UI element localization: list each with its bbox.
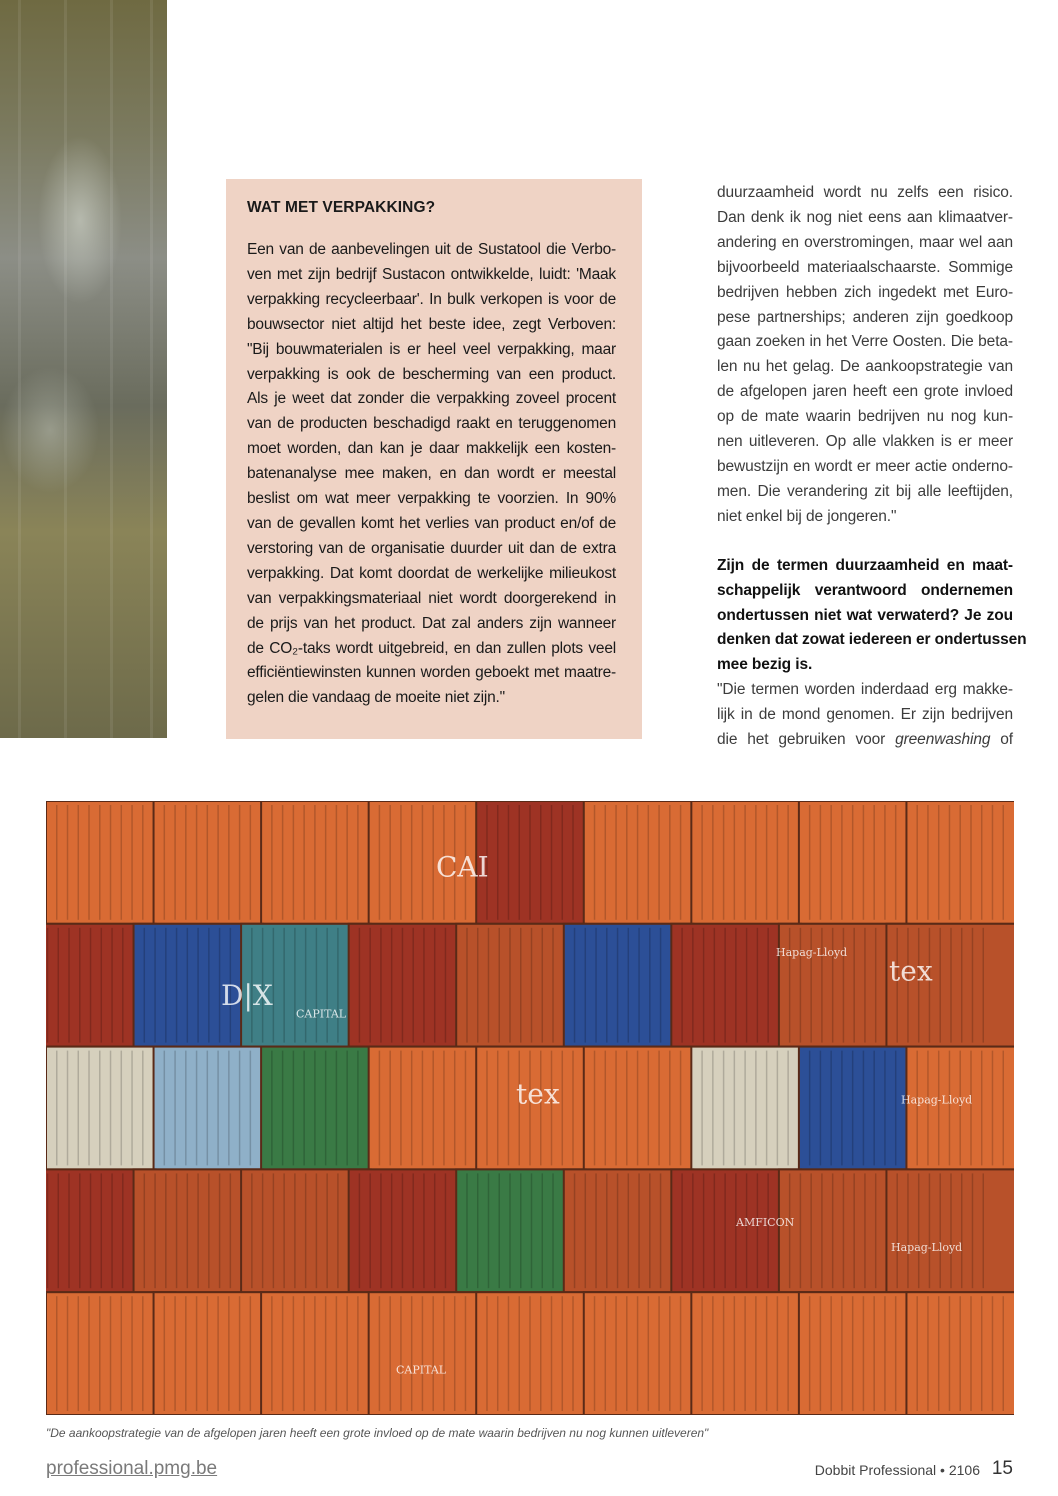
text-line: duurzaamheid wordt nu zelfs een risico. (717, 184, 1013, 201)
footer-url[interactable]: professional.pmg.be (46, 1458, 218, 1479)
answer-last-line: die het gebruiken voor greenwashing of (717, 731, 1013, 749)
text-line: schappelijk verantwoord ondernemen (717, 581, 1013, 599)
text-line: niet enkel bij de jongeren." (717, 507, 897, 525)
text-line: bouwsector niet altijd het beste idee, zegt Verboven: (247, 315, 616, 333)
side-photo (0, 0, 167, 738)
container (886, 1169, 1014, 1292)
container-photo (46, 801, 1014, 1415)
text-line: verstoring van de organisatie duurder uit dan de extra (247, 539, 616, 557)
container-label: CAI (436, 850, 489, 884)
text-line: nen uitleveren. Op alle vlakken is er meer (717, 433, 1013, 451)
text-line: de afgelopen jaren heeft een grote invloed (717, 383, 1013, 401)
container-label: Hapag-Lloyd (891, 1240, 963, 1254)
text-line: andering en overstromingen, maar wel aan (717, 233, 1013, 251)
container-label: D|X (221, 979, 273, 1013)
text-line: op de mate waarin bedrijven nu nog kun- (717, 408, 1013, 426)
text-line: verpakking is ook de bescherming van een product. (247, 365, 616, 383)
interview-answer (717, 678, 1013, 728)
text-line: lijk in de mond genomen. Er zijn bedrijven (717, 706, 1013, 724)
container-label: CAPITAL (396, 1363, 447, 1377)
container-label: AMFICON (736, 1216, 795, 1230)
text-line: denken dat zowat iedereen er ondertussen (717, 631, 1027, 649)
page-number: 15 (991, 1458, 1013, 1479)
text-line: van de gevallen komt het verlies van product en/of de (247, 514, 616, 532)
text-line: verpakking recycleerbaar'. In bulk verkopen is voor de (247, 290, 616, 308)
text-line: Zijn de termen duurzaamheid en maat- (717, 556, 1013, 574)
photo-caption: "De aankoopstrategie van de afgelopen jaren heeft een grote invloed op de mate waarin bedrijven nu nog kunnen uitleveren" (46, 1426, 709, 1440)
sidebar-body (247, 238, 616, 711)
text-line: van de producten beschadigd raakt en teruggenomen (247, 415, 616, 433)
text-line: verpakking. Dat komt doordat de werkelijke milieukost (247, 564, 616, 582)
container-label: tex (516, 1077, 560, 1111)
footer-publication: Dobbit Professional • 2106 (814, 1462, 980, 1478)
text-line: bewustzijn en wordt er meer actie onderno- (717, 457, 1013, 475)
text-line: ven met zijn bedrijf Sustacon ontwikkelde, luidt: 'Maak (247, 265, 616, 283)
text-line: Een van de aanbevelingen uit de Sustatool die Verbo- (247, 241, 616, 258)
text-line: bedrijven hebben zich ingedekt met Euro- (717, 283, 1013, 301)
text-line: moet worden, dan kan je daar makkelijk een kosten- (247, 440, 616, 458)
right-column (717, 181, 1027, 753)
text-line: mee bezig is. (717, 656, 813, 674)
paragraph-1 (717, 181, 1013, 530)
sidebar-box (226, 179, 642, 739)
container-label: Hapag-Lloyd (901, 1093, 973, 1107)
text-line: pese partnerships; anderen zijn goedkoop (717, 308, 1013, 326)
text-line: de prijs van het product. Dat zal anders zijn wanneer (247, 614, 616, 632)
text-line: men. Die verandering zit bij alle leeftijden, (717, 482, 1013, 500)
text-line: gaan zoeken in het Verre Oosten. Die beta- (717, 333, 1013, 351)
container-label: CAPITAL (296, 1007, 347, 1021)
text-line: van verpakkingsmateriaal niet wordt doorgerekend in (247, 589, 616, 607)
text-line: len nu het gelag. De aankoopstrategie van (717, 358, 1013, 376)
text-line: efficiëntiewinsten kunnen worden geboekt met maatre- (247, 664, 616, 682)
text-line: Dan denk ik nog niet eens aan klimaatver- (717, 208, 1013, 226)
container-label: Hapag-Lloyd (776, 946, 848, 960)
text-line: de CO₂-taks wordt uitgebreid, en dan zullen plots veel (247, 639, 616, 657)
text-line: "Bij bouwmaterialen is er heel veel verpakking, maar (247, 340, 616, 358)
container-stack-image (46, 801, 1014, 1415)
text-line: gelen die vandaag de moeite niet zijn." (247, 689, 505, 707)
text-line: Als je weet dat zonder die verpakking zoveel procent (247, 390, 616, 408)
text-line: "Die termen worden inderdaad erg makke- (717, 681, 1013, 699)
text-line: bijvoorbeeld materiaalschaarste. Sommige (717, 258, 1013, 276)
interview-question (717, 554, 1027, 679)
text-line: beslist om wat meer verpakking te voorzien. In 90% (247, 490, 616, 508)
text-line: ondertussen niet wat verwaterd? Je zou (717, 606, 1013, 624)
sidebar-title: WAT MET VERPAKKING? (247, 199, 436, 216)
text-line: batenanalyse mee maken, en dan wordt er meestal (247, 465, 616, 483)
container-label: tex (889, 954, 933, 988)
